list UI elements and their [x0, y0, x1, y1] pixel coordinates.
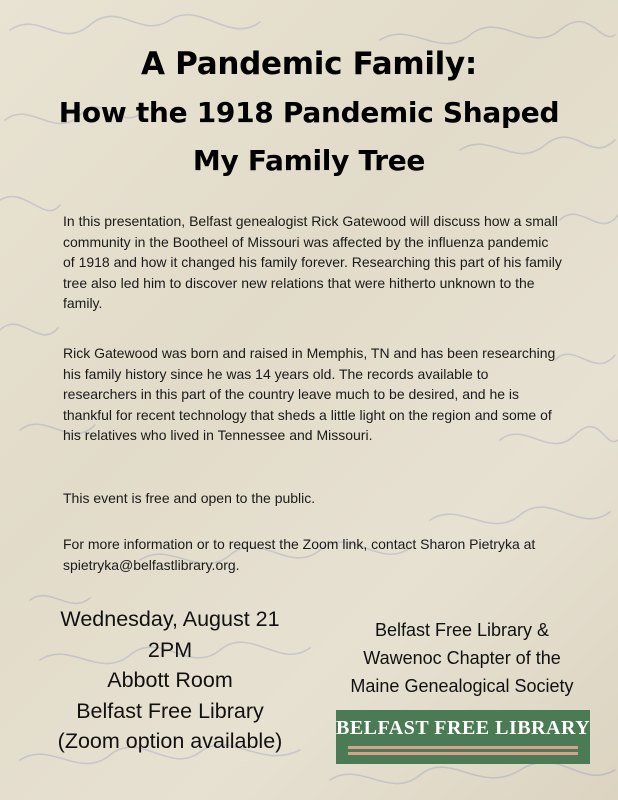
organizer-line-3: Maine Genealogical Society — [350, 676, 574, 696]
organizers — [322, 616, 602, 700]
event-date: Wednesday, August 21 — [60, 607, 280, 631]
library-logo — [336, 710, 590, 764]
logo-stripe — [348, 752, 578, 755]
free-event-note: This event is free and open to the public. — [63, 490, 316, 506]
event-room: Abbott Room — [107, 668, 233, 692]
event-time: 2PM — [147, 637, 193, 662]
event-venue: Belfast Free Library — [76, 698, 264, 723]
title-line-3: My Family Tree — [192, 144, 426, 177]
logo-stripe — [348, 746, 578, 749]
organizer-line-2: Wawenoc Chapter of the — [363, 648, 561, 668]
event-zoom-note: (Zoom option available) — [57, 729, 283, 753]
speaker-bio-paragraph: Rick Gatewood was born and raised in Memphis, TN and has been researching his family history since he was 14 years old. The records available to researchers in this part of the country leave much to be desired, and he is thankful for recent technology that sheds a little light on the region and some of his relatives who lived in Tennessee and Missouri. — [63, 345, 556, 443]
title-line-2: How the 1918 Pandemic Shaped — [58, 96, 560, 129]
organizer-line-1: Belfast Free Library & — [374, 620, 550, 640]
contact-info: For more information or to request the Zoom link, contact Sharon Pietryka at spietryka@belfastlibrary.org. — [63, 536, 536, 573]
event-details — [22, 604, 318, 757]
description-paragraph: In this presentation, Belfast genealogist Rick Gatewood will discuss how a small community in the Bootheel of Missouri was affected by the influenza pandemic of 1918 and how it changed his family forever. Researching this part of his family tree also led him to discover new relations that were hitherto unknown to the family. — [63, 213, 562, 311]
library-logo-text: BELFAST FREE LIBRARY — [336, 717, 591, 739]
title-line-1: A Pandemic Family: — [140, 46, 477, 82]
